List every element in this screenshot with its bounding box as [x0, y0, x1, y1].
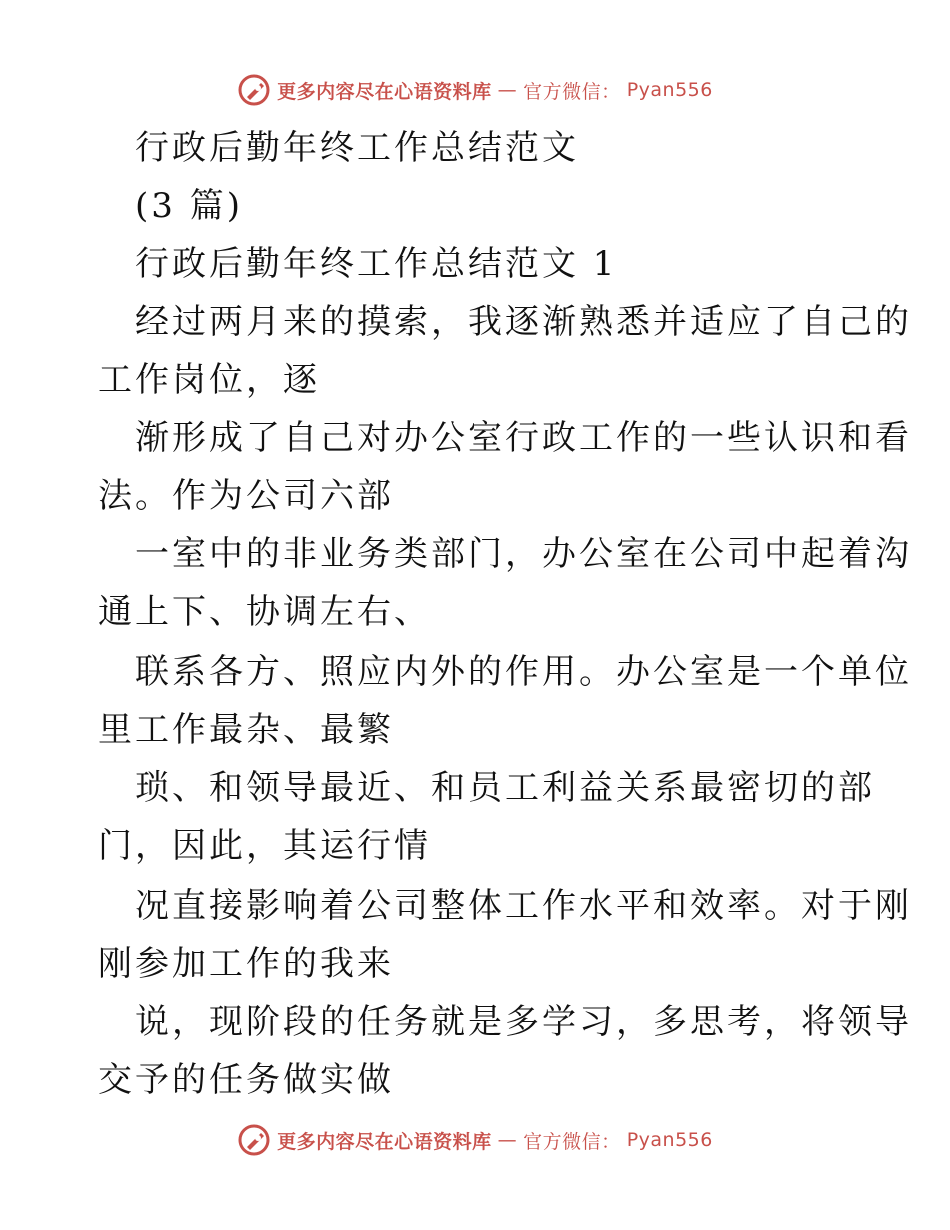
- body-line: 一室中的非业务类部门，办公室在公司中起着沟: [135, 534, 912, 574]
- body-line: 联系各方、照应内外的作用。办公室是一个单位: [135, 652, 912, 692]
- watermark-account: Pyan556: [626, 79, 713, 101]
- watermark-dash: —: [497, 79, 518, 101]
- body-line: 工作岗位，逐: [98, 360, 320, 400]
- body-line: 说，现阶段的任务就是多学习，多思考，将领导: [135, 1002, 912, 1042]
- body-line: 渐形成了自己对办公室行政工作的一些认识和看: [135, 418, 912, 458]
- body-line: 法。作为公司六部: [98, 476, 394, 516]
- document-title: 行政后勤年终工作总结范文: [135, 128, 579, 168]
- body-line: 经过两月来的摸索，我逐渐熟悉并适应了自己的: [135, 302, 912, 342]
- body-line: 里工作最杂、最繁: [98, 710, 394, 750]
- body-line: 刚参加工作的我来: [98, 944, 394, 984]
- watermark-label: 官方微信：: [523, 80, 621, 103]
- logo-icon: [237, 1123, 271, 1157]
- section-heading: 行政后勤年终工作总结范文 1: [135, 244, 618, 284]
- watermark-site-text: 更多内容尽在心语资料库: [277, 1130, 492, 1153]
- watermark-account: Pyan556: [626, 1129, 713, 1151]
- logo-icon: [237, 73, 271, 107]
- body-line: 琐、和领导最近、和员工利益关系最密切的部: [135, 768, 875, 808]
- watermark-dash: —: [497, 1129, 518, 1151]
- watermark-label: 官方微信：: [523, 1130, 621, 1153]
- body-line: 交予的任务做实做: [98, 1060, 394, 1100]
- body-line: 通上下、协调左右、: [98, 592, 431, 632]
- body-line: 门，因此，其运行情: [98, 826, 431, 866]
- header-watermark: [0, 70, 950, 110]
- footer-watermark: [0, 1120, 950, 1160]
- document-subtitle: (3 篇): [135, 186, 243, 226]
- body-line: 况直接影响着公司整体工作水平和效率。对于刚: [135, 886, 912, 926]
- watermark-site-text: 更多内容尽在心语资料库: [277, 80, 492, 103]
